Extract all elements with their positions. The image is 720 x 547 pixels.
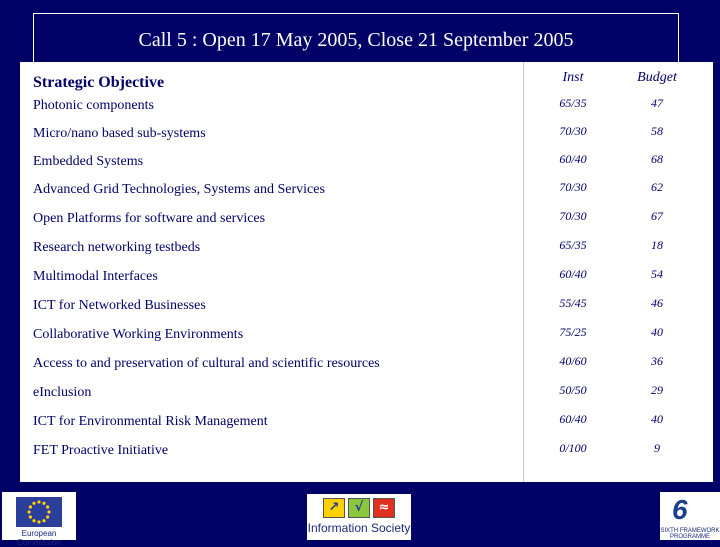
approx-icon: ≈ [373, 498, 395, 518]
budget-value: 40 [651, 412, 663, 426]
header-inst: Inst [562, 70, 584, 85]
inst-value: 60/40 [559, 412, 587, 426]
arrow-icon: ↗ [323, 498, 345, 518]
inst-value: 70/30 [559, 124, 587, 138]
eu-flag-icon [16, 497, 62, 527]
objective-label: ICT for Environmental Risk Management [33, 414, 268, 429]
inst-value: 40/60 [559, 354, 587, 368]
header-strategic-objective: Strategic Objective [33, 74, 165, 91]
inst-value: 70/30 [559, 209, 587, 223]
objective-label: Collaborative Working Environments [33, 327, 244, 342]
page-title-text: Call 5 : Open 17 May 2005, Close 21 September 2005 [138, 28, 574, 51]
fp6-caption: SIXTH FRAMEWORK PROGRAMME [660, 528, 720, 540]
table-row [20, 175, 713, 203]
table-row [20, 147, 713, 175]
objective-label: eInclusion [33, 385, 92, 400]
european-commission-logo [2, 492, 76, 547]
is-caption: Information Society [307, 521, 411, 535]
table-row [20, 407, 713, 435]
objective-label: FET Proactive Initiative [33, 443, 169, 458]
budget-value: 46 [651, 296, 663, 310]
sixth-framework-programme-logo [660, 492, 720, 540]
inst-value: 60/40 [559, 267, 587, 281]
budget-value: 18 [651, 238, 663, 252]
budget-value: 40 [651, 325, 663, 339]
inst-value: 60/40 [559, 152, 587, 166]
budget-value: 36 [651, 354, 663, 368]
inst-value: 70/30 [559, 180, 587, 194]
inst-value: 75/25 [559, 325, 587, 339]
budget-value: 47 [651, 96, 663, 110]
objective-label: Research networking testbeds [33, 240, 201, 255]
budget-value: 67 [651, 209, 663, 223]
budget-value: 62 [651, 180, 663, 194]
table-row [20, 436, 713, 464]
fp6-emblem-icon: 6 [672, 494, 688, 525]
objective-label: Access to and preservation of cultural and scientific resources [33, 356, 380, 371]
inst-value: 0/100 [559, 441, 587, 455]
inst-value: 55/45 [559, 296, 587, 310]
objectives-table [20, 62, 713, 482]
page-title [33, 13, 679, 63]
table-row [20, 320, 713, 348]
table-row [20, 262, 713, 290]
budget-value: 68 [651, 152, 663, 166]
table-row [20, 91, 713, 119]
table-row [20, 378, 713, 406]
objective-label: Micro/nano based sub-systems [33, 126, 206, 141]
budget-value: 54 [651, 267, 663, 281]
inst-value: 50/50 [559, 383, 587, 397]
objective-label: Open Platforms for software and services [33, 211, 266, 226]
budget-value: 29 [651, 383, 663, 397]
objective-label: Embedded Systems [33, 154, 144, 169]
header-budget: Budget [637, 70, 677, 85]
objective-label: Multimodal Interfaces [33, 269, 158, 284]
eu-caption: European Commission [16, 529, 61, 547]
table-row [20, 349, 713, 377]
inst-value: 65/35 [559, 96, 587, 110]
budget-value: 9 [654, 441, 660, 455]
table-row [20, 204, 713, 232]
objective-label: Advanced Grid Technologies, Systems and Services [33, 182, 325, 197]
table-header-row [20, 66, 713, 94]
budget-value: 58 [651, 124, 663, 138]
table-row [20, 291, 713, 319]
table-row [20, 119, 713, 147]
table-row [20, 233, 713, 261]
information-society-logo [307, 494, 411, 540]
check-icon: √ [348, 498, 370, 518]
objective-label: ICT for Networked Businesses [33, 298, 206, 313]
inst-value: 65/35 [559, 238, 587, 252]
objective-label: Photonic components [33, 98, 154, 113]
